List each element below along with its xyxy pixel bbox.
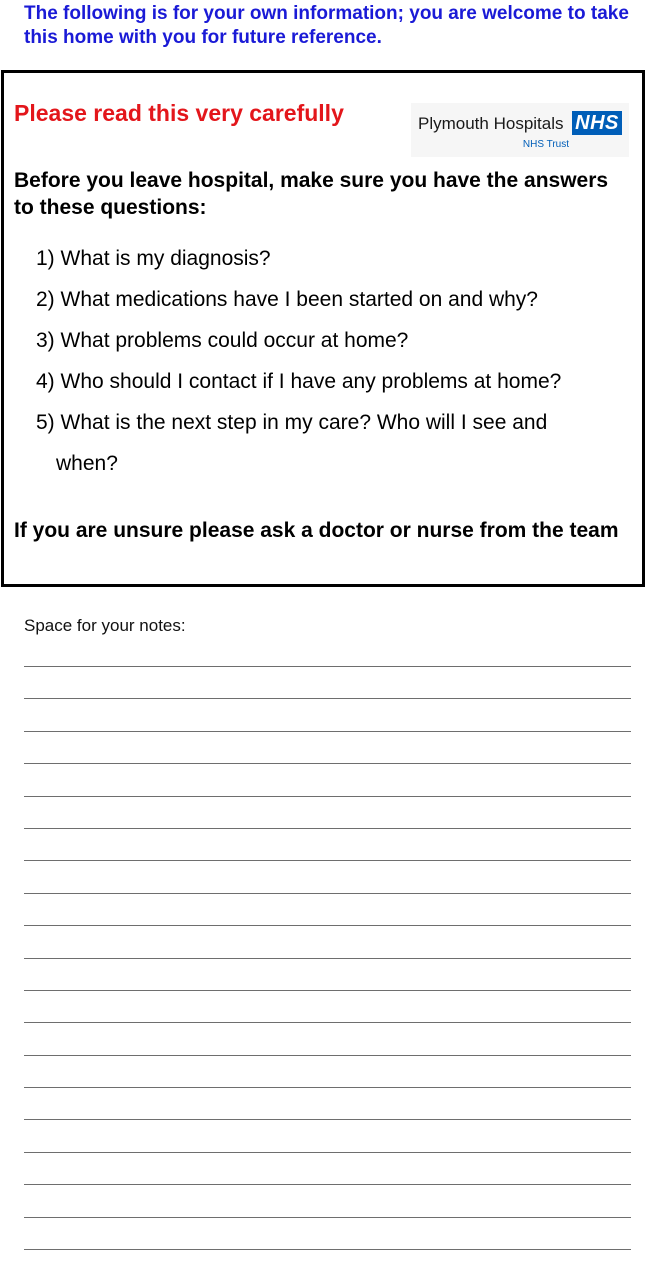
notice-box [1,70,645,587]
notes-label: Space for your notes: [24,616,186,635]
question-text: What is the next step in my care? Who will I see and [60,411,548,434]
question-number: 3) [36,329,55,352]
questions-heading: Before you leave hospital, make sure you have the answers to these questions: [14,169,609,219]
note-line [24,763,631,795]
nhs-trust-logo [411,103,629,157]
note-line [24,990,631,1022]
note-line [24,925,631,957]
question-text: What medications have I been started on and why? [60,288,538,311]
note-line [24,958,631,990]
note-line [24,698,631,730]
question-item [36,368,636,395]
note-line [24,1087,631,1119]
note-line [24,1152,631,1184]
note-line [24,1022,631,1054]
question-number: 1) [36,247,55,270]
question-number: 4) [36,370,55,393]
intro-text: The following is for your own information; you are welcome to take this home with you for future reference. [24,3,629,48]
question-item [36,327,636,354]
question-text: What problems could occur at home? [60,329,409,352]
note-line [24,796,631,828]
question-text: What is my diagnosis? [60,247,271,270]
question-number: 5) [36,411,55,434]
notes-writing-lines [24,666,631,1281]
logo-hospital-name: Plymouth Hospitals [418,114,564,133]
logo-trust-subtitle: NHS Trust [522,139,569,150]
question-number: 2) [36,288,55,311]
question-item [36,245,636,272]
note-line [24,828,631,860]
note-line [24,860,631,892]
question-text: Who should I contact if I have any problems at home? [60,370,562,393]
ask-staff-note: If you are unsure please ask a doctor or nurse from the team [14,519,619,542]
note-line [24,666,631,698]
question-item [36,286,636,313]
question-text-continuation: when? [56,452,118,475]
nhs-logo-mark: NHS [572,111,622,135]
question-list [36,245,636,491]
notice-title: Please read this very carefully [14,100,344,126]
question-item [36,409,636,477]
note-line [24,1119,631,1151]
note-line [24,1217,631,1249]
note-line [24,893,631,925]
note-line [24,1055,631,1087]
note-line [24,1184,631,1216]
note-line [24,731,631,763]
note-line [24,1249,631,1281]
